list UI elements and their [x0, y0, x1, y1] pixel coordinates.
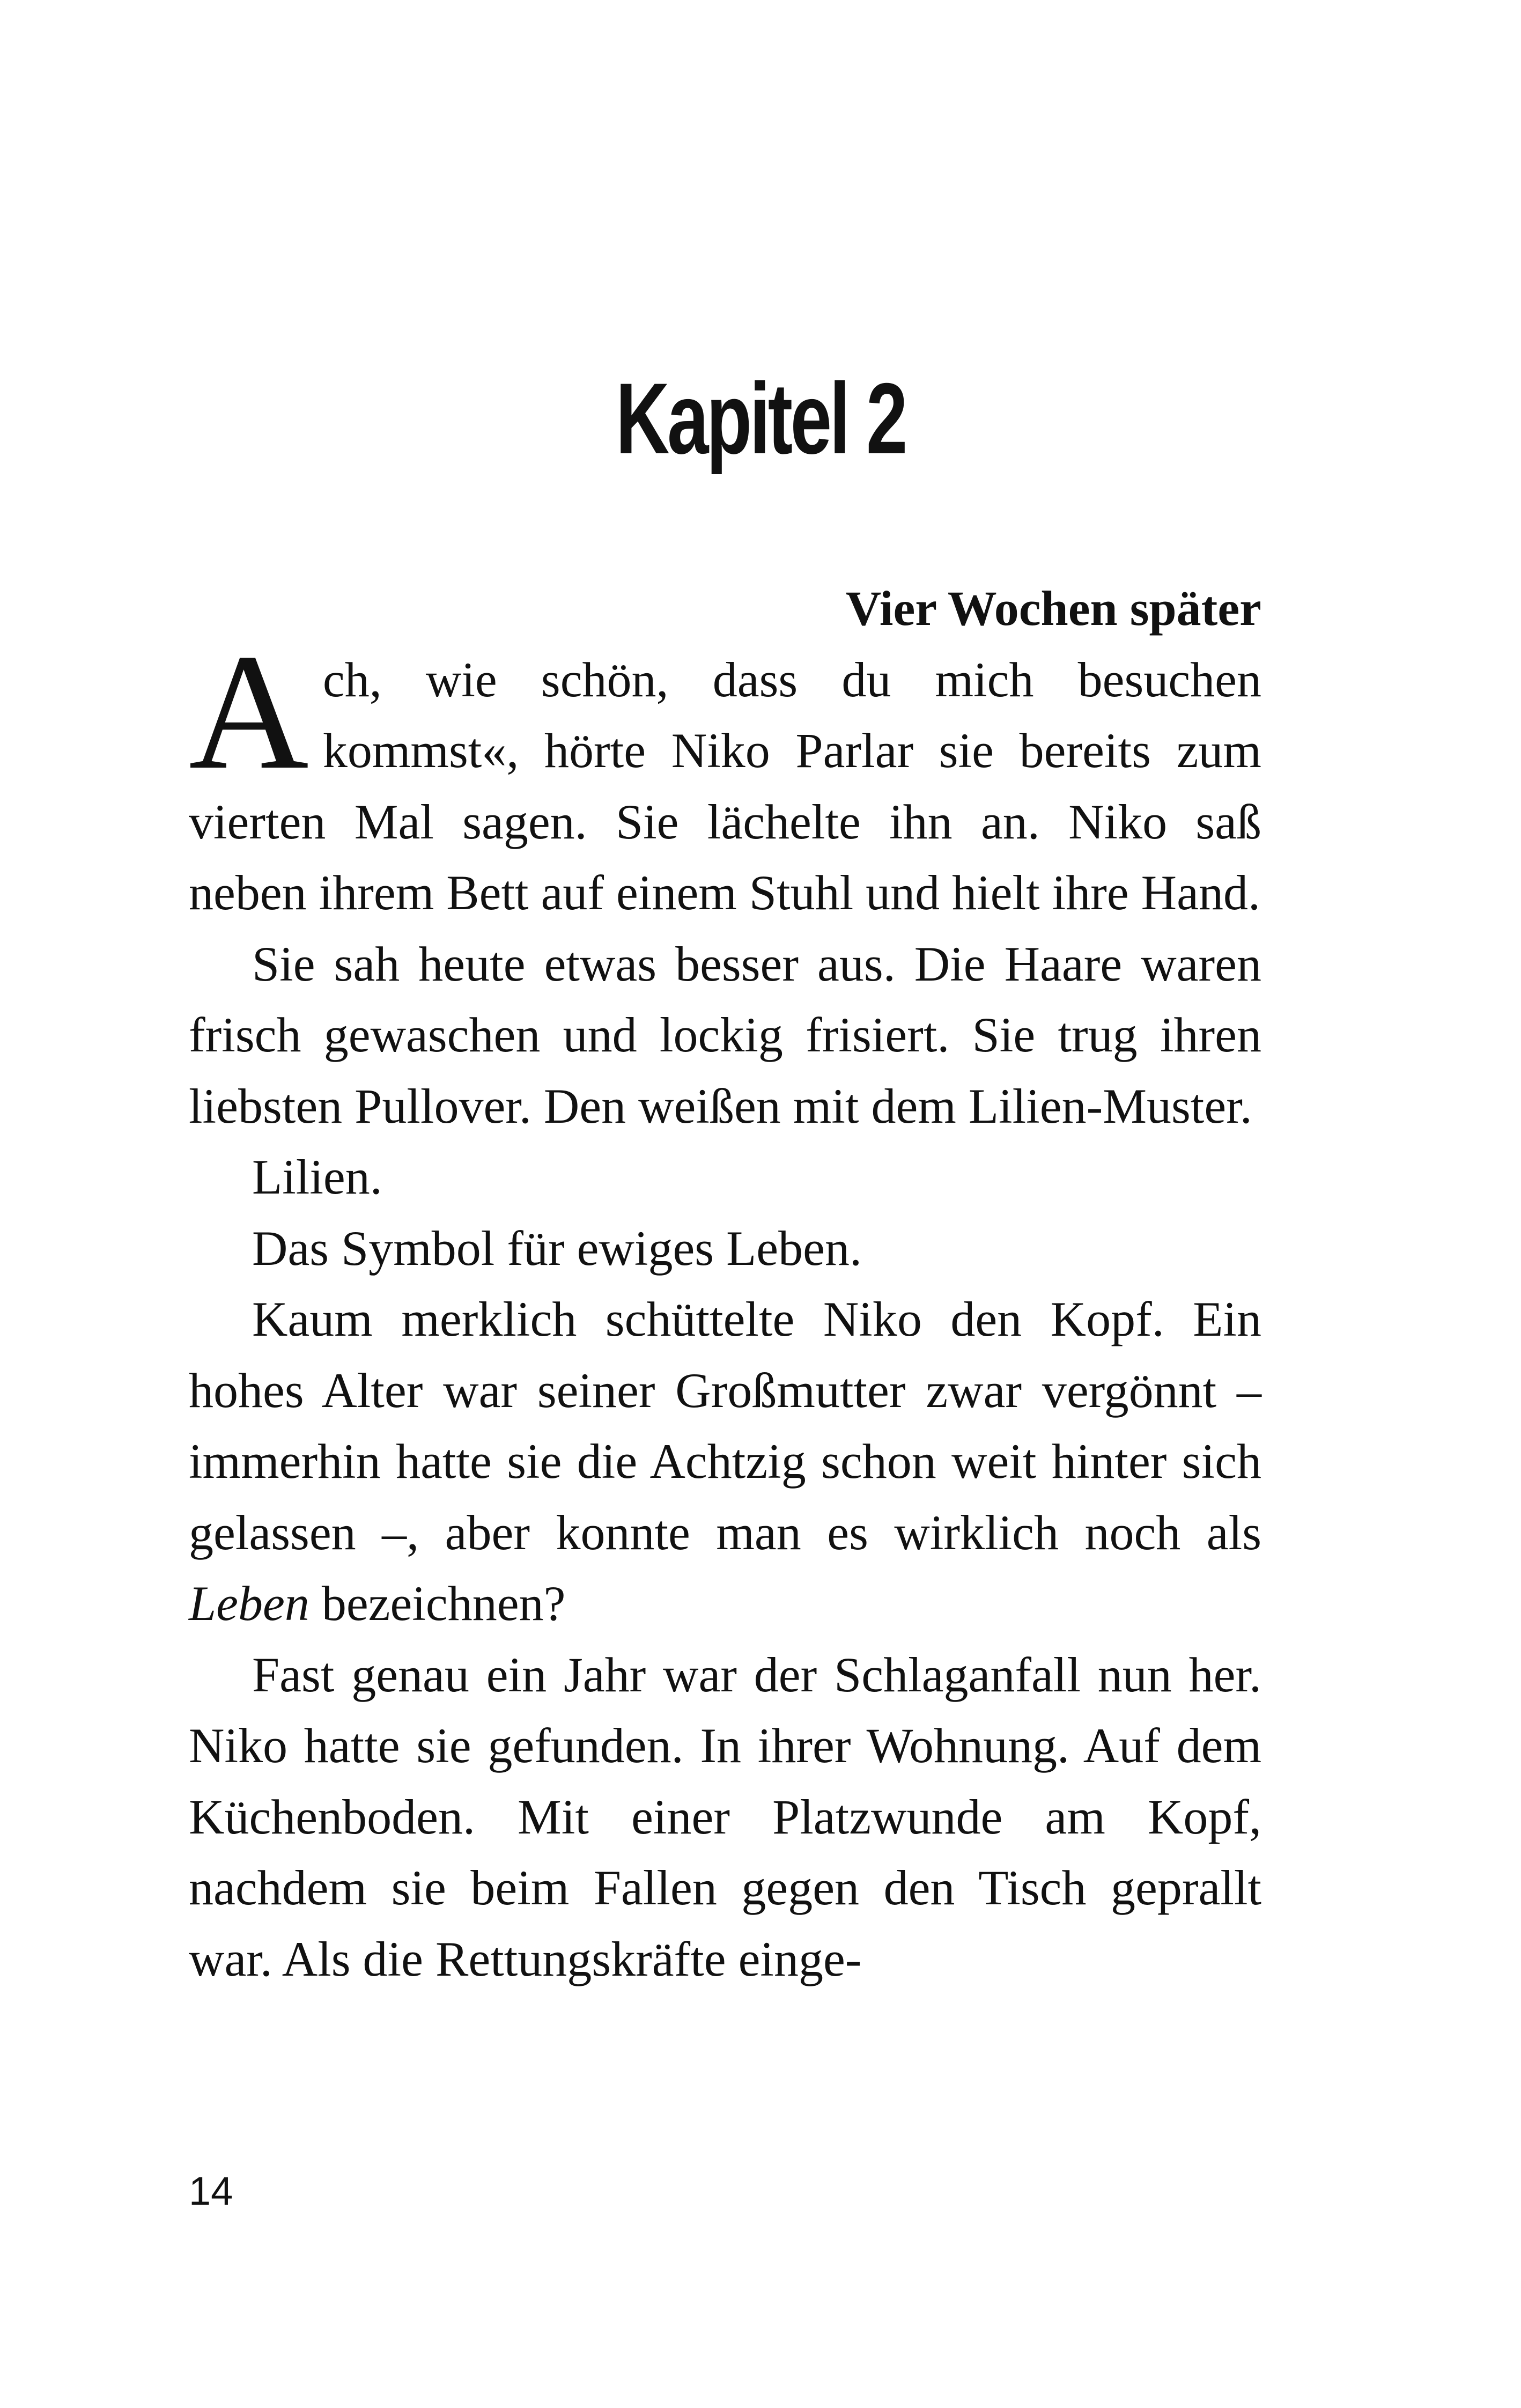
page-number: 14 — [189, 2169, 233, 2213]
paragraph-5-text-end: bezeichnen? — [321, 1576, 566, 1631]
paragraph-5-text-start: Kaum merklich schüttelte Niko den Kopf. Ein hohes Alter war seiner Großmutter zwar vergönnt – immerhin hatte sie die Achtzig schon weit hinter sich gelassen –, aber konnte man es wirklich noch als — [189, 1292, 1261, 1560]
paragraph-1-text: ch, wie schön, dass du mich besuchen kommst«, hörte Niko Parlar sie bereits zum vierten Mal sagen. Sie lächelte ihn an. Niko saß neben ihrem Bett auf einem Stuhl und hielt ihre Hand. — [189, 652, 1261, 920]
paragraph-2: Sie sah heute etwas besser aus. Die Haare waren frisch gewaschen und lockig frisiert. Sie trug ihren liebsten Pullover. Den weißen mit dem Lilien-Muster. — [189, 936, 1261, 1133]
chapter-title: Kapitel 2 — [616, 362, 905, 475]
drop-cap-letter: A — [189, 620, 309, 804]
body-text — [189, 573, 1261, 1994]
paragraph-3: Lilien. — [252, 1150, 382, 1204]
paragraph-6: Fast genau ein Jahr war der Schlaganfall nun her. Niko hatte sie gefunden. In ihrer Wohnung. Auf dem Küchenboden. Mit einer Platzwunde am Kopf, nachdem sie beim Fallen gegen den Tisch geprallt war. Als die Rettungskräfte einge- — [189, 1647, 1261, 1986]
chapter-subheading: Vier Wochen später — [845, 581, 1261, 636]
paragraph-5 — [189, 1284, 1261, 1639]
paragraph-4: Das Symbol für ewiges Leben. — [252, 1220, 862, 1276]
paragraph-5-italic-word: Leben — [189, 1576, 309, 1631]
paragraph-1 — [189, 620, 1261, 929]
